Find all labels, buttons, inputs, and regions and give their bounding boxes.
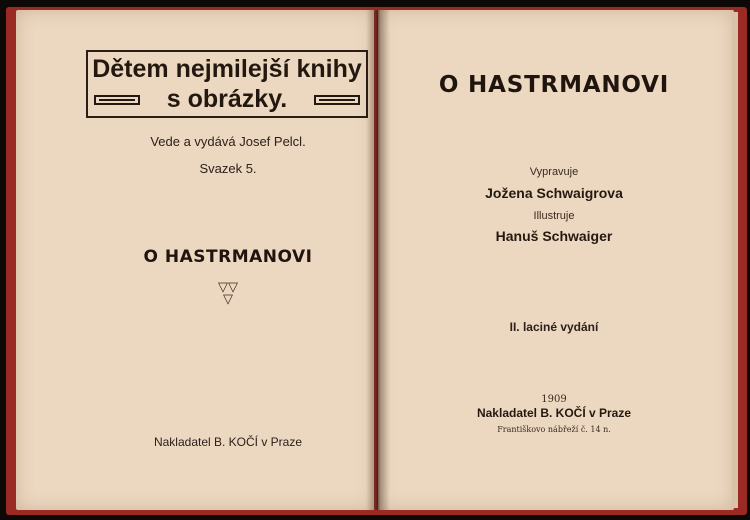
series-title-line2: s obrázky. <box>166 85 288 113</box>
book-gutter <box>366 10 390 510</box>
author-name: Jožena Schwaigrova <box>485 185 623 201</box>
right-publisher: Nakladatel B. KOČÍ v Praze <box>476 406 632 420</box>
right-page <box>378 10 734 510</box>
bar-ornament-right <box>314 95 360 105</box>
volume-number: Svazek 5. <box>199 161 257 176</box>
illustrator-name: Hanuš Schwaiger <box>495 228 613 244</box>
publisher-address: Františkovo nábřeží č. 14 n. <box>497 425 611 434</box>
left-publisher: Nakladatel B. KOČÍ v Praze <box>153 435 303 449</box>
right-book-title: O HASTRMANOVI <box>438 72 670 98</box>
page-edges <box>732 12 738 508</box>
illustrated-label: Illustruje <box>533 210 575 222</box>
left-page <box>16 10 374 510</box>
triangle-ornament-bottom: ▽ <box>223 291 233 306</box>
publication-year: 1909 <box>541 394 567 405</box>
narrated-label: Vypravuje <box>529 166 579 178</box>
left-book-title: O HASTRMANOVI <box>143 247 313 267</box>
series-title-line1: Dětem nejmilejší knihy <box>92 55 362 83</box>
triangle-ornament-top: ▽▽ <box>218 279 238 294</box>
bar-ornament-left <box>94 95 140 105</box>
edition-note: II. laciné vydání <box>509 320 599 334</box>
editor-line: Vede a vydává Josef Pelcl. <box>150 134 306 149</box>
series-title-box <box>86 50 368 118</box>
